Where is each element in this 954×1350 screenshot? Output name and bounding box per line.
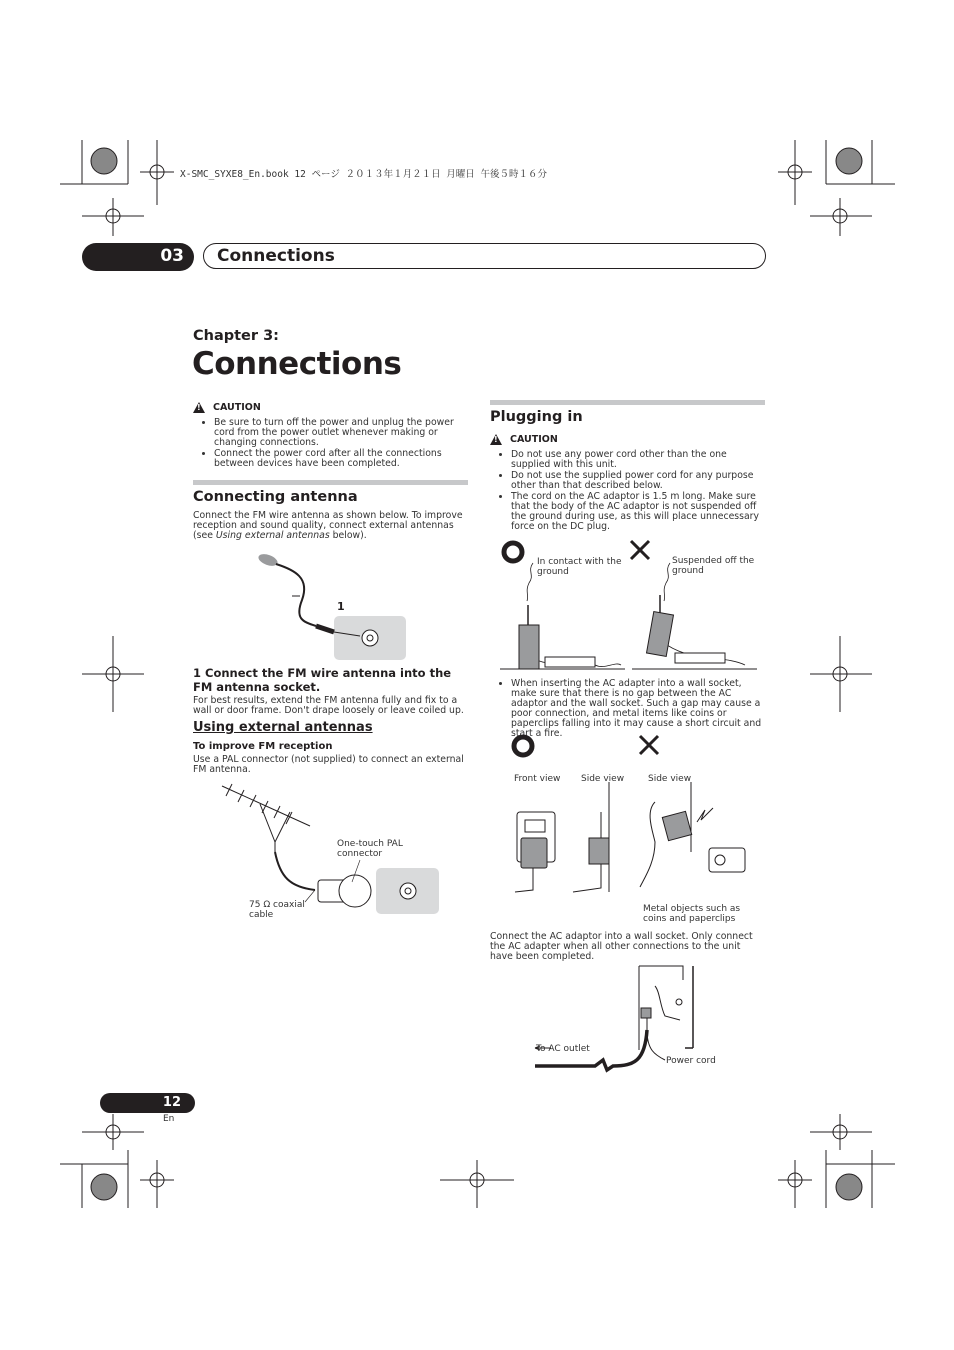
warning-icon bbox=[490, 434, 502, 445]
plugging-in-title: Plugging in bbox=[490, 409, 583, 425]
plugging-caution-block bbox=[490, 434, 765, 533]
list-item: • Connect the power cord after all the connections between devices have been completed. bbox=[214, 449, 468, 469]
chapter-title: Connections bbox=[192, 346, 402, 382]
external-antennas-text: Use a PAL connector (not supplied) to connect an external FM antenna. bbox=[193, 754, 464, 775]
wall-socket-note bbox=[490, 679, 765, 740]
list-item: • Do not use the supplied power cord for any purpose other than that described below. bbox=[511, 471, 765, 491]
label-to-ac-outlet: To AC outlet bbox=[536, 1044, 590, 1054]
step-1-note: For best results, extend the FM antenna fully and fix to a wall or door frame. Don't drape loosely or leave coiled up. bbox=[193, 695, 464, 716]
label-metal-objects: Metal objects such as coins and paperclips bbox=[643, 904, 741, 924]
improve-fm-heading: To improve FM reception bbox=[193, 741, 333, 752]
caution-heading bbox=[193, 402, 468, 413]
print-info-line: X-SMC_SYXE8_En.book 12 ページ ２０１３年１月２１日 月曜日 午後５時１６分 bbox=[180, 169, 548, 180]
label-side-view-2: Side view bbox=[648, 774, 692, 784]
left-caution-block bbox=[193, 402, 468, 470]
list-item: • When inserting the AC adapter into a wall socket, make sure that there is no gap between the AC adaptor and the wall socket. Such a gap may cause a poor connection, and metal items like coins or paperclips falling into it may cause a short circuit and start a fire. bbox=[511, 679, 765, 739]
label-side-view-1: Side view bbox=[581, 774, 625, 784]
list-item: • The cord on the AC adaptor is 1.5 m long. Make sure that the body of the AC adaptor is not suspended off the ground during use, as this will place unnecessary force on the DC plug. bbox=[511, 492, 765, 532]
caution-list bbox=[193, 418, 468, 469]
section-divider bbox=[193, 480, 468, 485]
list-item: • Be sure to turn off the power and unplug the power cord from the power outlet whenever making or changing connections. bbox=[214, 418, 468, 448]
fm-antenna-illustration bbox=[250, 548, 410, 668]
list-item: • Do not use any power cord other than the one supplied with this unit. bbox=[511, 450, 765, 470]
intro-reference: Using external antennas bbox=[215, 530, 330, 541]
connecting-antenna-title: Connecting antenna bbox=[193, 489, 358, 505]
external-antennas-title: Using external antennas bbox=[193, 720, 373, 735]
label-power-cord: Power cord bbox=[666, 1056, 716, 1066]
label-pal-connector: One-touch PAL connector bbox=[337, 839, 403, 859]
page-language: En bbox=[163, 1114, 175, 1124]
chapter-label: Chapter 3: bbox=[193, 328, 279, 344]
caution-list bbox=[490, 450, 765, 532]
chapter-number-tab: 03 bbox=[82, 243, 194, 271]
page-number: 12 bbox=[100, 1093, 195, 1113]
chapter-header-title: Connections bbox=[203, 243, 766, 269]
wall-socket-illustration bbox=[505, 732, 765, 902]
step-1: 1 Connect the FM wire antenna into the FM antenna socket. bbox=[193, 666, 452, 694]
caution-label: CAUTION bbox=[510, 434, 558, 445]
figure-callout-1: 1 bbox=[337, 600, 345, 613]
ok-circle-icon bbox=[504, 543, 522, 561]
ok-circle-icon bbox=[514, 737, 532, 755]
intro-end: below). bbox=[329, 530, 367, 541]
label-front-view: Front view bbox=[514, 774, 561, 784]
label-suspended: Suspended off the ground bbox=[672, 556, 755, 576]
caution-heading bbox=[490, 434, 765, 445]
section-divider bbox=[490, 400, 765, 405]
connect-adaptor-text: Connect the AC adaptor into a wall socket. Only connect the AC adapter when all other connections to the unit have been completed. bbox=[490, 931, 753, 962]
label-in-contact: In contact with the ground bbox=[537, 557, 622, 577]
connecting-antenna-intro bbox=[193, 511, 468, 541]
warning-icon bbox=[193, 402, 205, 413]
intro-text: Connect the FM wire antenna as shown below. To improve reception and sound quality, connect external antennas (see bbox=[193, 510, 463, 541]
caution-label: CAUTION bbox=[213, 402, 261, 413]
label-coaxial-cable: 75 Ω coaxial cable bbox=[249, 900, 305, 920]
